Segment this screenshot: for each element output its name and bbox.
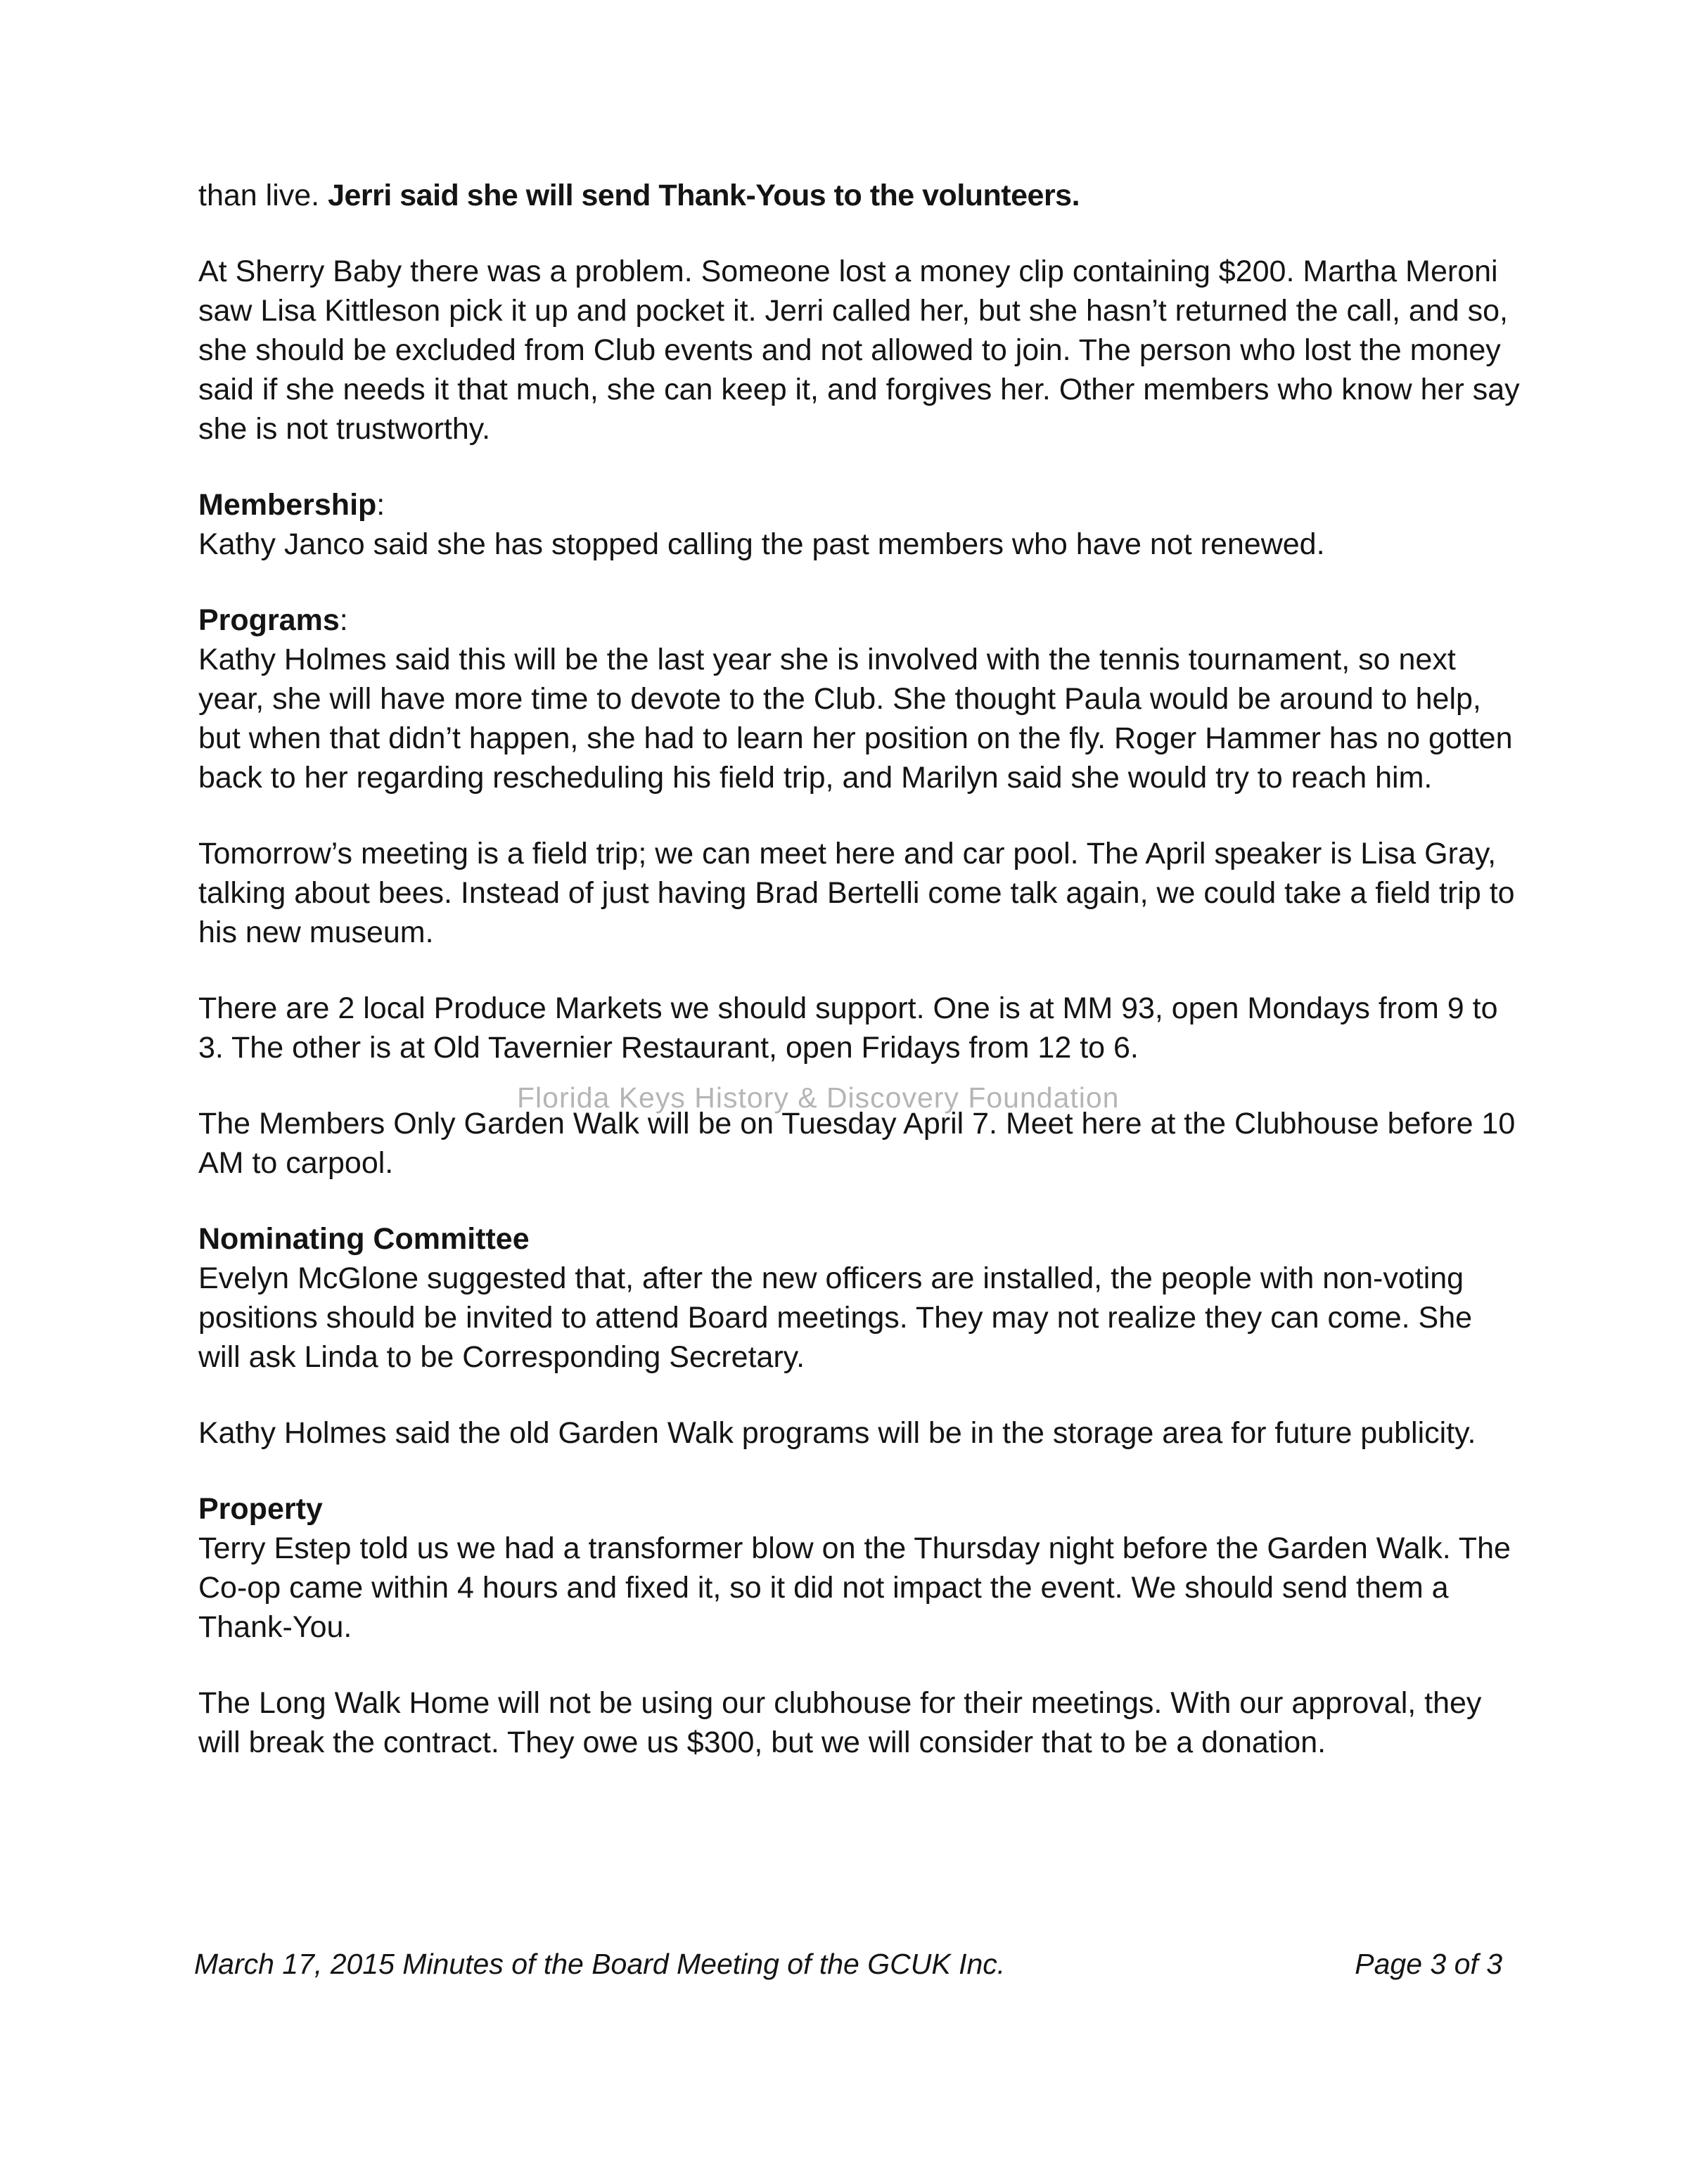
paragraph-volunteers bbox=[198, 176, 1521, 215]
programs-body-4: The Members Only Garden Walk will be on Tuesday April 7. Meet here at the Clubhouse before 10 AM to carpool. bbox=[198, 1107, 1516, 1180]
membership-heading bbox=[198, 485, 1521, 525]
programs-heading-text: Programs bbox=[198, 603, 340, 637]
membership-body: Kathy Janco said she has stopped calling the past members who have not renewed. bbox=[198, 527, 1325, 561]
property-body-2: The Long Walk Home will not be using our clubhouse for their meetings. With our approval, they will break the contract. They owe us $300, but we will consider that to be a donation. bbox=[198, 1686, 1482, 1759]
membership-heading-colon: : bbox=[376, 488, 385, 522]
nominating-heading: Nominating Committee bbox=[198, 1222, 530, 1256]
programs-body-2: Tomorrow’s meeting is a field trip; we can meet here and car pool. The April speaker is Lisa Gray, talking about bees. Instead of just having Brad Bertelli come talk again, we could take a field trip to his new museum. bbox=[198, 837, 1515, 949]
property-heading: Property bbox=[198, 1492, 323, 1526]
nominating-body-1: Evelyn McGlone suggested that, after the new officers are installed, the people with non-voting positions should be invited to attend Board meetings. They may not realize they can come. She will ask Linda to be Corresponding Secretary. bbox=[198, 1261, 1473, 1374]
paragraph-volunteers-lead: than live. bbox=[198, 179, 328, 212]
programs-heading-colon: : bbox=[339, 603, 348, 637]
document-page bbox=[198, 176, 1521, 1799]
footer-page-number: Page 3 of 3 bbox=[1355, 1948, 1502, 1980]
programs-body-1: Kathy Holmes said this will be the last year she is involved with the tennis tournament, so next year, she will have more time to devote to the Club. She thought Paula would be around to help, but when that didn’t happen, she had to learn her position on the fly. Roger Hammer has no gotten back to her regarding rescheduling his field trip, and Marilyn said she would try to reach him. bbox=[198, 643, 1513, 795]
paragraph-sherry-baby: At Sherry Baby there was a problem. Someone lost a money clip containing $200. Martha Meroni saw Lisa Kittleson pick it up and pocket it. Jerri called her, but she hasn’t returned the call, and so, she should be excluded from Club events and not allowed to join. The person who lost the money said if she needs it that much, she can keep it, and forgives her. Other members who know her say she is not trustworthy. bbox=[198, 255, 1520, 446]
programs-body-3: There are 2 local Produce Markets we should support. One is at MM 93, open Mondays from 9 to 3. The other is at Old Tavernier Restaurant, open Fridays from 12 to 6. bbox=[198, 991, 1498, 1065]
property-body-1: Terry Estep told us we had a transformer blow on the Thursday night before the Garden Walk. The Co-op came within 4 hours and fixed it, so it did not impact the event. We should send them a Thank-You. bbox=[198, 1531, 1511, 1644]
watermark: Florida Keys History & Discovery Foundation bbox=[517, 1081, 1120, 1114]
paragraph-volunteers-bold: Jerri said she will send Thank-Yous to the volunteers. bbox=[328, 179, 1080, 212]
nominating-body-2: Kathy Holmes said the old Garden Walk programs will be in the storage area for future publicity. bbox=[198, 1416, 1476, 1450]
page-footer bbox=[194, 1948, 1502, 1981]
programs-heading bbox=[198, 600, 1521, 640]
footer-title: March 17, 2015 Minutes of the Board Meeting of the GCUK Inc. bbox=[194, 1948, 1006, 1980]
membership-heading-text: Membership bbox=[198, 488, 377, 522]
